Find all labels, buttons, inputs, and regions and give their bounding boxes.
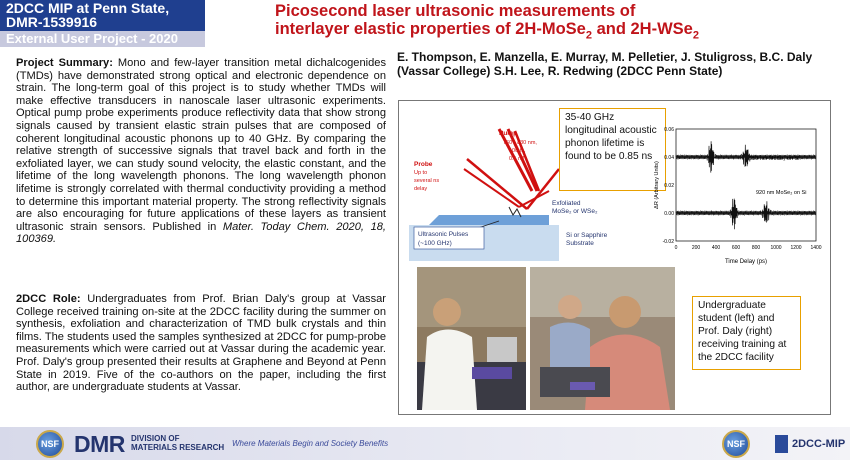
summary-citation: Mater. Today Chem. 2020, 18, 100369.	[16, 220, 386, 246]
x-tick-label: 400	[711, 245, 721, 251]
y-tick-label: 0.04	[664, 155, 674, 161]
dmr-logo: DMR	[74, 431, 125, 457]
flake-layer	[429, 215, 549, 225]
pulses-label: Ultrasonic Pulses	[418, 231, 469, 238]
summary-heading: Project Summary:	[16, 57, 113, 69]
photo-student	[417, 267, 526, 410]
y-tick-label: 0.06	[664, 127, 674, 133]
author-list: E. Thompson, E. Manzella, E. Murray, M. Pelletier, J. Stuligross, B.C. Daly (Vassar College) S.H. Lee, R. Redwing (2DCC Penn State)	[397, 50, 813, 78]
role-heading: 2DCC Role:	[16, 293, 81, 305]
phonon-callout: 35-40 GHz longitudinal acoustic phonon lifetime is found to be 0.85 ns	[559, 108, 666, 191]
x-tick-label: 600	[731, 245, 741, 251]
reflectivity-chart	[649, 119, 829, 269]
summary-text: Mono and few-layer transition metal dichalcogenides (TMDs) have demonstrated strong optical and electronic dependence on strain. The long-term goal of this project is to study whether TMDs will make effective transducers in nanoscale laser ultrasonic experiments. Optical pump probe experiments produce reflectivity data that show strong signals caused by transient elastic strain pulses that are composed of coherent longitudinal acoustic phonons up to 40 GHz. By comparing the relative strength of successive signals that travel back and forth in the exfoliated layer, we can study sound velocity, the elastic constant, and the lifetime of the long wavelength phonons. The long wavelength phonon lifetime is strongly correlated with thermal conductivity providing a method to determine this important material property. The strong reflectivity signals are also encouraging for future applications of these layers as transient ultrasonic strain sensors. Published in	[16, 57, 386, 233]
substrate-label: Si or Sapphire	[566, 232, 608, 239]
pulses-sub: (~100 GHz)	[418, 240, 452, 247]
y-tick-label: -0.02	[662, 239, 674, 245]
x-axis-label: Time Delay (ps)	[724, 259, 768, 265]
page-title	[275, 2, 835, 44]
dmr-subtitle: DIVISION OF MATERIALS RESEARCH	[131, 434, 225, 452]
y-tick-label: 0.00	[664, 211, 674, 217]
x-tick-label: 800	[751, 245, 761, 251]
footer-bar	[0, 427, 850, 460]
footer-tagline: Where Materials Begin and Society Benefits	[232, 439, 389, 448]
pump-detail: 760 - 830 nm,	[503, 140, 537, 146]
x-tick-label: 1200	[790, 245, 802, 251]
x-tick-label: 1400	[810, 245, 822, 251]
probe-reflect	[519, 191, 549, 207]
header-line1: 2DCC MIP at Penn State,	[6, 0, 170, 16]
x-tick-label: 1000	[770, 245, 782, 251]
probe-detail: delay	[414, 186, 428, 192]
figure-panel	[398, 100, 831, 415]
probe-beam	[464, 169, 519, 207]
x-tick-label: 200	[691, 245, 701, 251]
plot-frame	[676, 129, 816, 241]
photo-professor	[530, 267, 675, 410]
title-line1: Picosecond laser ultrasonic measurements of	[275, 2, 636, 20]
y-tick-label: 0.02	[664, 183, 674, 189]
nsf-logo-icon: NSF	[722, 430, 750, 458]
project-summary	[16, 57, 386, 246]
role-text: Undergraduates from Prof. Brian Daly's group at Vassar College received training on-site at the 2DCC facility during the summer on synthesis, exfoliation and characterization of TMD bulk crystals and thin films. The students used the samples synthesized at 2DCC for pump-probe measurements which were carried out at Vassar during the academic year. Prof. Daly's group presented their results at Graphene and Beyond at Penn State in 2019. Five of the co-authors on the paper, including the first author, are undergraduate students at Vassar.	[16, 293, 386, 394]
series-label: 920 nm MoSe₂ on Si	[756, 190, 807, 196]
probe-detail: Up to	[414, 170, 428, 176]
header-line2: DMR-1539916	[6, 14, 98, 30]
training-callout: Undergraduate student (left) and Prof. Daly (right) receiving training at the 2DCC facility	[692, 296, 801, 370]
y-axis-label: ΔR (Arbitrary Units)	[654, 161, 660, 209]
x-tick-label: 0	[674, 245, 678, 251]
pump-label: Pump	[499, 130, 518, 137]
series-label: 350 nm MoSe₂ on Si	[749, 156, 800, 162]
pump-detail: 100 fs,	[509, 148, 526, 154]
2dcc-logo-icon	[775, 435, 788, 453]
role-section	[16, 293, 386, 394]
2dcc-mip-label: 2DCC-MIP	[792, 438, 846, 450]
probe-label: Probe	[414, 161, 433, 168]
header-subtitle: External User Project - 2020	[0, 31, 205, 47]
flake-label: Exfoliated	[552, 200, 581, 207]
nsf-logo-icon: NSF	[36, 430, 64, 458]
flake-sub: MoSe₂ or WSe₂	[552, 208, 598, 215]
probe-detail: several ns	[414, 178, 440, 184]
pump-detail: 0.1 nJ	[509, 156, 524, 162]
series-920nm-line	[676, 199, 816, 230]
title-line2: interlayer elastic properties of 2H-MoSe$_2$ and 2H-WSe$_2$	[275, 20, 699, 42]
substrate-sub: Substrate	[566, 240, 594, 247]
